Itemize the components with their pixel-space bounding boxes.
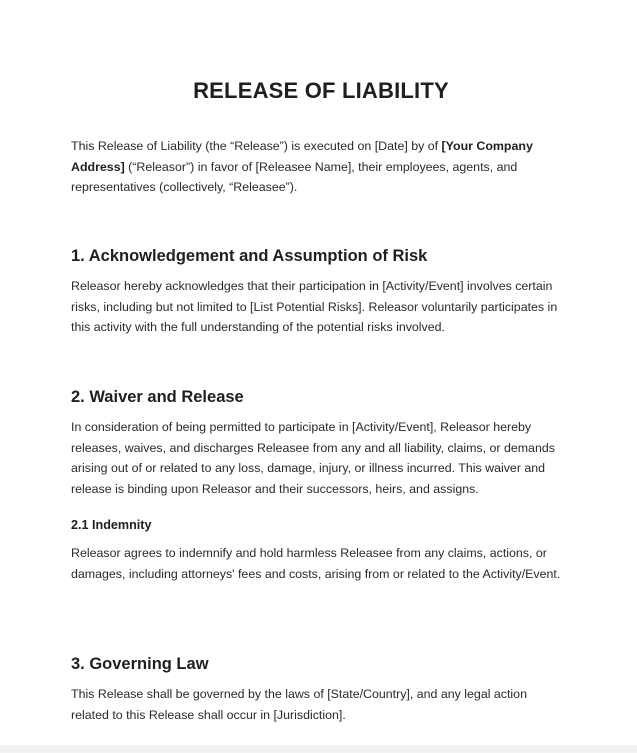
section-2-body: In consideration of being permitted to participate in [Activity/Event], Releasor hereby releases, waives, and discharges Releasee from any and all liability, claims, or demands arising out of or related to any loss, damage, injury, or illness incurred. This waiver and release is binding upon Releasor and their successors, heirs, and assigns. xyxy=(71,420,555,497)
section-1-body: Releasor hereby acknowledges that their participation in [Activity/Event] involves certain risks, including but not limited to [List Potential Risks]. Releasor voluntarily participates in this activity with the full understanding of the potential risks involved. xyxy=(71,279,558,335)
document-title: RELEASE OF LIABILITY xyxy=(193,78,449,103)
section-1-heading: 1. Acknowledgement and Assumption of Risk xyxy=(71,247,428,265)
section-3-heading: 3. Governing Law xyxy=(71,655,209,673)
section-3-body: This Release shall be governed by the laws of [State/Country], and any legal action related to this Release shall occur in [Jurisdiction]. xyxy=(71,687,527,722)
intro-text-part2: (“Releasor”) in favor of [Releasee Name], their employees, agents, and representatives (collectively, “Releasee”). xyxy=(71,159,518,195)
intro-bold-address: [Your Company Address] xyxy=(71,139,533,174)
subsection-2-1-body: Releasor agrees to indemnify and hold harmless Releasee from any claims, actions, or damages, including attorneys' fees and costs, arising from or related to the Activity/Event. xyxy=(71,546,561,581)
intro-paragraph xyxy=(71,136,567,198)
subsection-2-1-heading: 2.1 Indemnity xyxy=(71,518,152,532)
section-2-heading: 2. Waiver and Release xyxy=(71,388,244,406)
intro-text-part1: This Release of Liability (the “Release”) is executed on [Date] by of xyxy=(71,139,442,153)
page-bottom-edge xyxy=(0,745,637,753)
